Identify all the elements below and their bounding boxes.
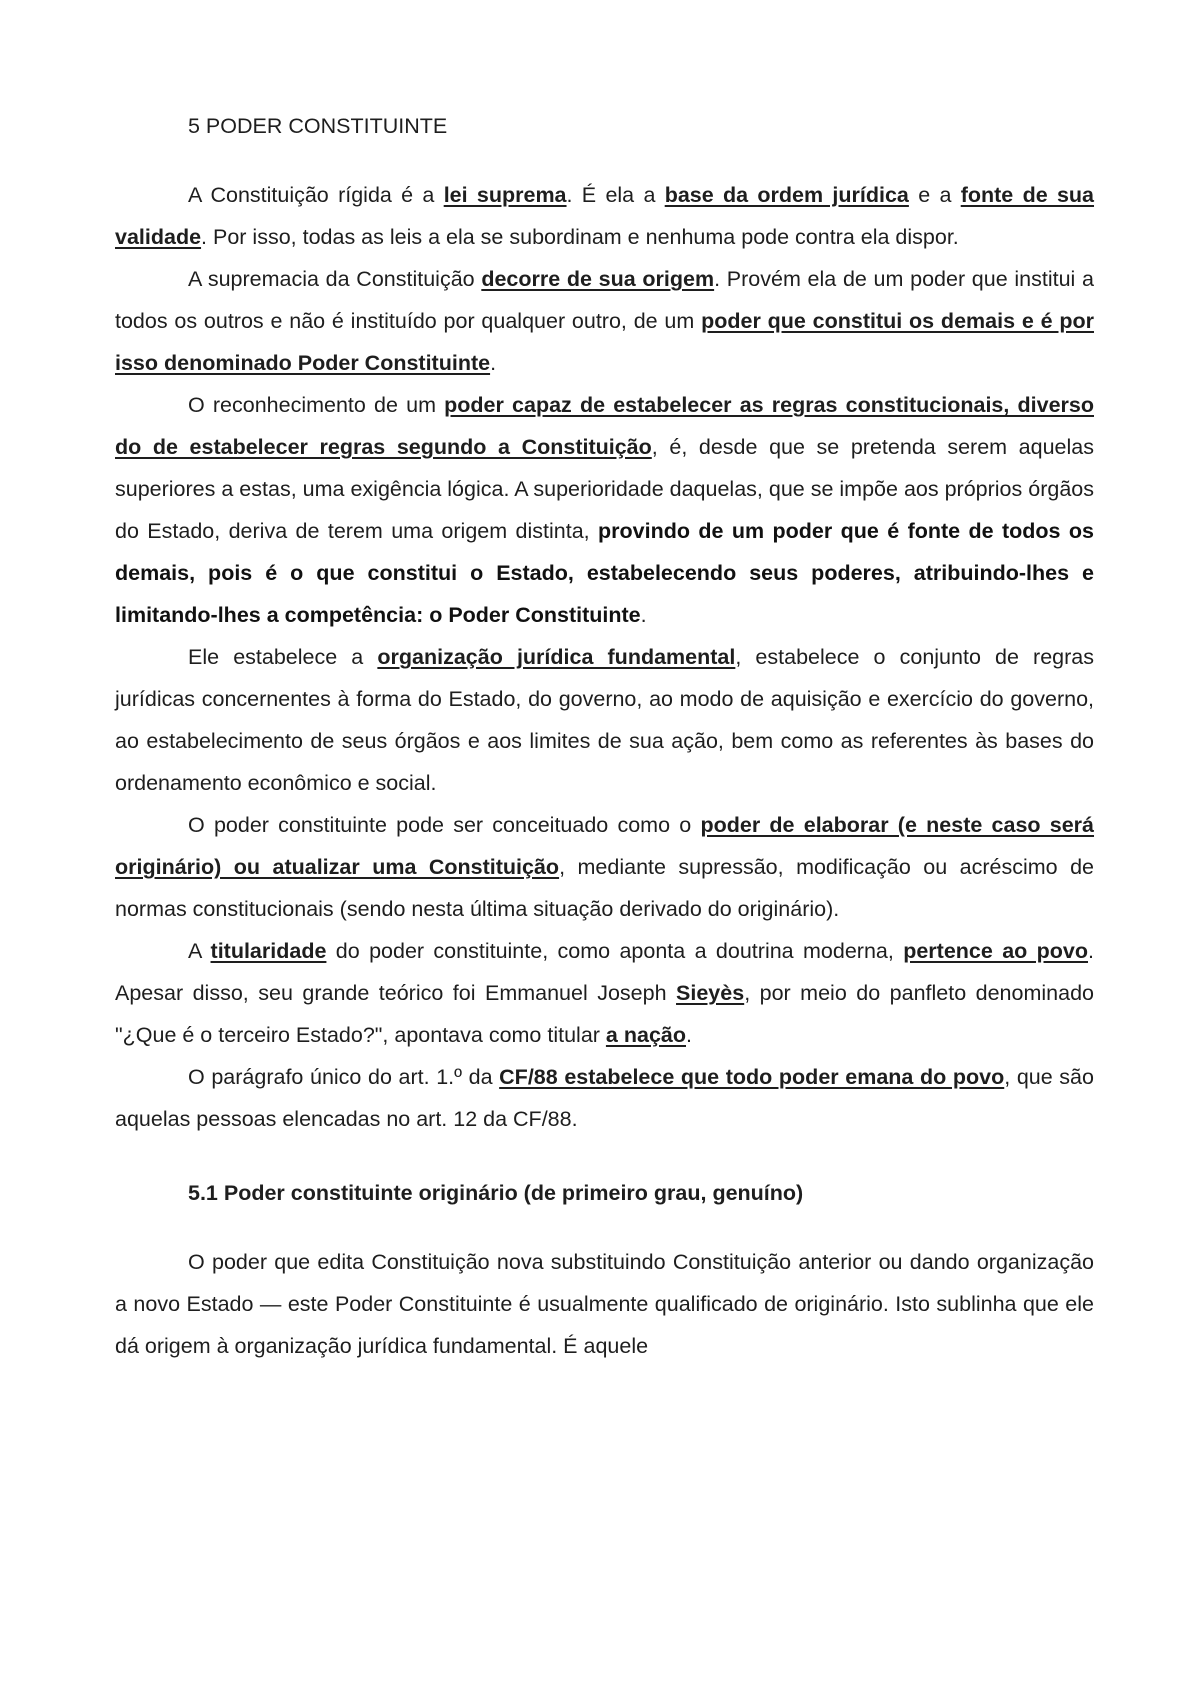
text: A supremacia da Constituição xyxy=(188,267,482,291)
text: , mediante supressão, modificação ou acréscimo de normas constitucionais (sendo nesta última situação derivado do originário). xyxy=(115,855,1094,921)
emphasis: titularidade xyxy=(210,939,327,963)
text: . É ela a xyxy=(566,183,665,207)
text: O poder constituinte pode ser conceituado como o xyxy=(188,813,701,837)
text: , por meio do panfleto denominado "¿Que é o terceiro Estado?", apontava como titular xyxy=(115,981,1094,1047)
text: Ele estabelece a xyxy=(188,645,378,669)
emphasis: fonte de sua validade xyxy=(115,183,1095,249)
text: O poder que edita Constituição nova substituindo Constituição anterior ou dando organização a novo Estado — este Poder Constituinte é usualmente qualificado de originário. Isto sublinha que ele dá origem à organização jurídica fundamental. É aquele xyxy=(115,1250,1094,1358)
text: do poder constituinte, como aponta a doutrina moderna, xyxy=(326,939,904,963)
emphasis: lei suprema xyxy=(443,183,567,207)
emphasis: poder de elaborar (e neste caso será originário) ou atualizar uma Constituição xyxy=(115,813,1095,879)
paragraph-1 xyxy=(115,174,1094,258)
text: O reconhecimento de um xyxy=(188,393,445,417)
emphasis: Sieyès xyxy=(676,981,745,1005)
emphasis: decorre de sua origem xyxy=(481,267,715,291)
emphasis: base da ordem jurídica xyxy=(664,183,909,207)
paragraph-7 xyxy=(115,1056,1094,1140)
emphasis: a nação xyxy=(605,1023,686,1047)
emphasis: pertence ao povo xyxy=(903,939,1089,963)
emphasis: organização jurídica fundamental xyxy=(377,645,736,669)
paragraph-5 xyxy=(115,804,1094,930)
paragraph-8 xyxy=(115,1241,1094,1367)
text: . Por isso, todas as leis a ela se subordinam e nenhuma pode contra ela dispor. xyxy=(201,225,959,249)
section-heading: 5 PODER CONSTITUINTE xyxy=(188,114,448,138)
text: . Provém ela de um poder que institui a todos os outros e não é instituído por qualquer outro, de um xyxy=(115,267,1094,333)
text: . xyxy=(490,351,497,375)
text: . xyxy=(686,1023,692,1047)
text: , é, desde que se pretenda serem aquelas superiores a estas, uma exigência lógica. A superioridade daquelas, que se impõe aos próprios órgãos do Estado, deriva de terem uma origem distinta, xyxy=(115,435,1094,543)
text: O parágrafo único do art. 1.º da xyxy=(188,1065,500,1089)
text: , que são aquelas pessoas elencadas no art. 12 da CF/88. xyxy=(115,1065,1094,1131)
paragraph-6 xyxy=(115,930,1094,1056)
section-body xyxy=(115,174,1094,1140)
emphasis: poder que constitui os demais e é por isso denominado Poder Constituinte xyxy=(115,309,1094,375)
paragraph-4 xyxy=(115,636,1094,804)
text: A Constituição rígida é a xyxy=(188,183,444,207)
paragraph-2 xyxy=(115,258,1094,384)
emphasis: poder capaz de estabelecer as regras constitucionais, diverso do de estabelecer regras segundo a Constituição xyxy=(115,393,1094,459)
text: e a xyxy=(908,183,961,207)
subsection-body xyxy=(115,1241,1094,1367)
text: A xyxy=(188,939,211,963)
emphasis: CF/88 estabelece que todo poder emana do povo xyxy=(499,1065,1005,1089)
text: . Apesar disso, seu grande teórico foi Emmanuel Joseph xyxy=(115,939,1094,1005)
paragraph-3 xyxy=(115,384,1094,636)
text: , estabelece o conjunto de regras jurídicas concernentes à forma do Estado, do governo, ao modo de aquisição e exercício do governo, ao estabelecimento de seus órgãos e aos limites de sua ação, bem como as referentes às bases do ordenamento econômico e social. xyxy=(115,645,1094,795)
bold-text: provindo de um poder que é fonte de todos os demais, pois é o que constitui o Estado, estabelecendo seus poderes, atribuindo-lhes e limitando-lhes a competência: o Poder Constituinte xyxy=(115,519,1094,627)
text: . xyxy=(640,603,647,627)
subsection-heading: 5.1 Poder constituinte originário (de primeiro grau, genuíno) xyxy=(188,1181,804,1205)
